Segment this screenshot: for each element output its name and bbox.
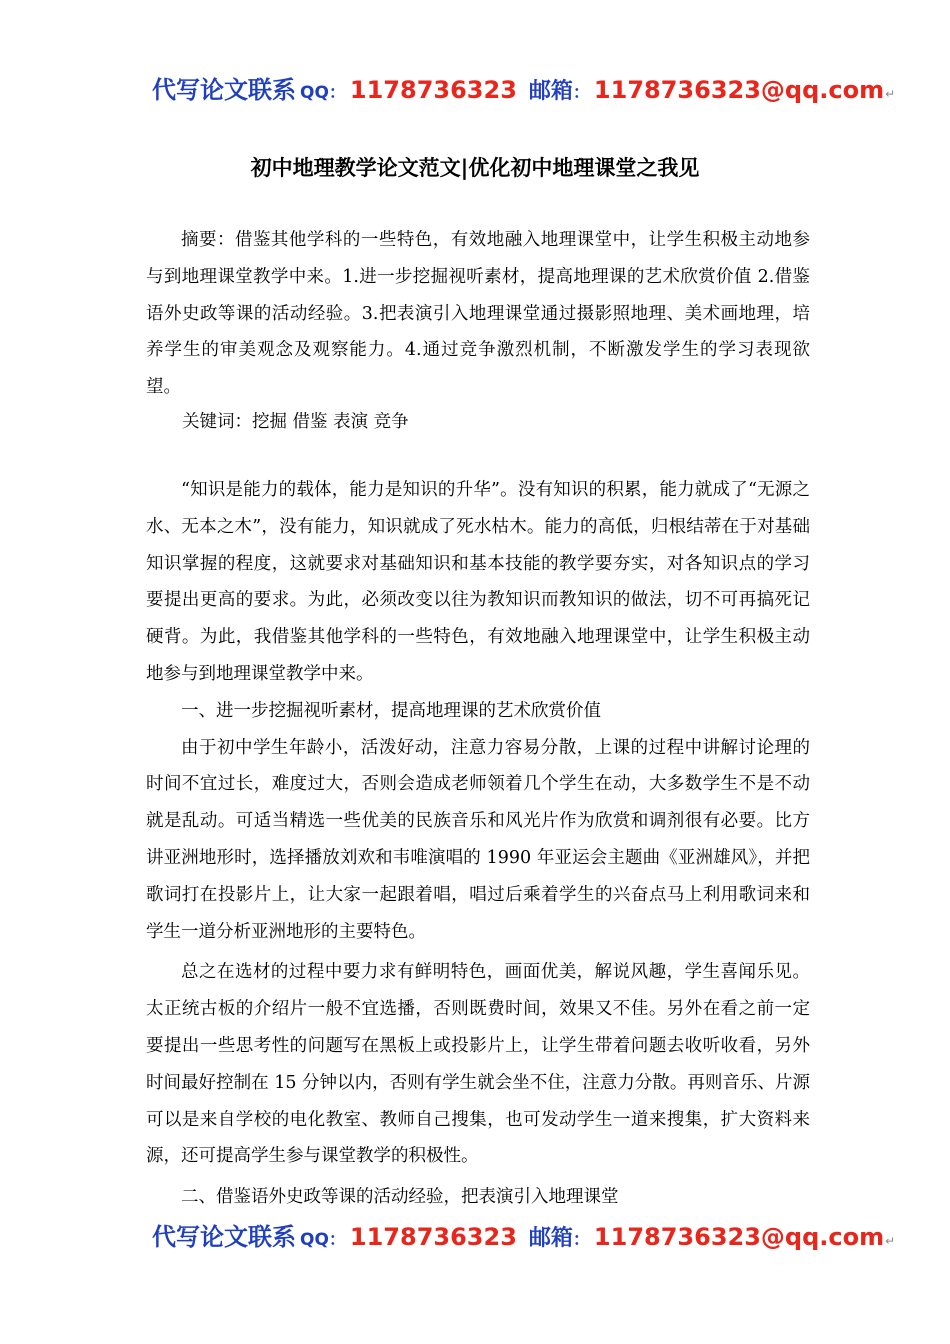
banner-email: 1178736323@qq.com [593,76,885,104]
abstract-section [146,222,810,406]
abstract-text: 摘要：借鉴其他学科的一些特色，有效地融入地理课堂中，让学生积极主动地参与到地理课堂教学中来。1.进一步挖掘视听素材，提高地理课的艺术欣赏价值 2.借鉴语外史政等课的活动经验。3.把表演引入地理课堂通过摄影照地理、美术画地理，培养学生的审美观念及观察能力。4.通过竞争激烈机制，不断激发学生的学习表现欲望。 [146,230,810,398]
keywords-line: 关键词：挖掘 借鉴 表演 竞争 [182,412,409,432]
return-mark-icon: ↵ [885,87,896,101]
document-title: 初中地理教学论文范文|优化初中地理课堂之我见 [250,156,700,180]
section-1-paragraph-2: 总之在选材的过程中要力求有鲜明特色，画面优美，解说风趣，学生喜闻乐见。太正统古板的介绍片一般不宜选播，否则既费时间，效果又不佳。另外在看之前一定要提出一些思考性的问题写在黑板上或投影片上，让学生带着问题去收听收看，另外时间最好控制在 15 分钟以内，否则有学生就会坐不住，注意力分散。再则音乐、片源可以是来自学校的电化教室、教师自己搜集，也可发动学生一道来搜集，扩大资料来源，还可提高学生参与课堂教学的积极性。 [146,962,810,1167]
section-heading-1: 一、进一步挖掘视听素材，提高地理课的艺术欣赏价值 [181,700,601,721]
banner-email-colon: ： [572,1230,590,1250]
banner-qq-label: QQ： [300,1230,346,1250]
banner-lead: 代写论文联系 [152,76,296,104]
return-mark-icon: ↵ [885,1234,896,1248]
banner-lead: 代写论文联系 [152,1223,296,1251]
intro-paragraph: “知识是能力的载体，能力是知识的升华”。没有知识的积累，能力就成了“无源之水、无本之木”，没有能力，知识就成了死水枯木。能力的高低，归根结蒂在于对基础知识掌握的程度，这就要求对基础知识和基本技能的教学要夯实，对各知识点的学习要提出更高的要求。为此，必须改变以往为教知识而教知识的做法，切不可再搞死记硬背。为此，我借鉴其他学科的一些特色，有效地融入地理课堂中，让学生积极主动地参与到地理课堂教学中来。 [146,480,810,684]
contact-banner-top [152,70,896,110]
banner-email-label: 邮箱 [528,1226,573,1251]
contact-banner-bottom [152,1217,896,1257]
section-1-paragraph-1: 由于初中学生年龄小，活泼好动，注意力容易分散，上课的过程中讲解讨论理的时间不宜过长，难度过大，否则会造成老师领着几个学生在动，大多数学生不是不动就是乱动。可适当精选一些优美的民族音乐和风光片作为欣赏和调剂很有必要。比方讲亚洲地形时，选择播放刘欢和韦唯演唱的 1990 年亚运会主题曲《亚洲雄风》，并把歌词打在投影片上，让大家一起跟着唱，唱过后乘着学生的兴奋点马上利用歌词来和学生一道分析亚洲地形的主要特色。 [146,737,810,942]
section-heading-2: 二、借鉴语外史政等课的活动经验，把表演引入地理课堂 [181,1187,619,1208]
banner-email: 1178736323@qq.com [593,1223,885,1251]
banner-email-colon: ： [572,83,590,103]
banner-qq-number: 1178736323 [349,1223,517,1251]
main-body [146,472,810,1216]
banner-email-label: 邮箱 [528,79,573,104]
banner-qq-label: QQ： [300,83,346,103]
banner-qq-number: 1178736323 [349,76,517,104]
